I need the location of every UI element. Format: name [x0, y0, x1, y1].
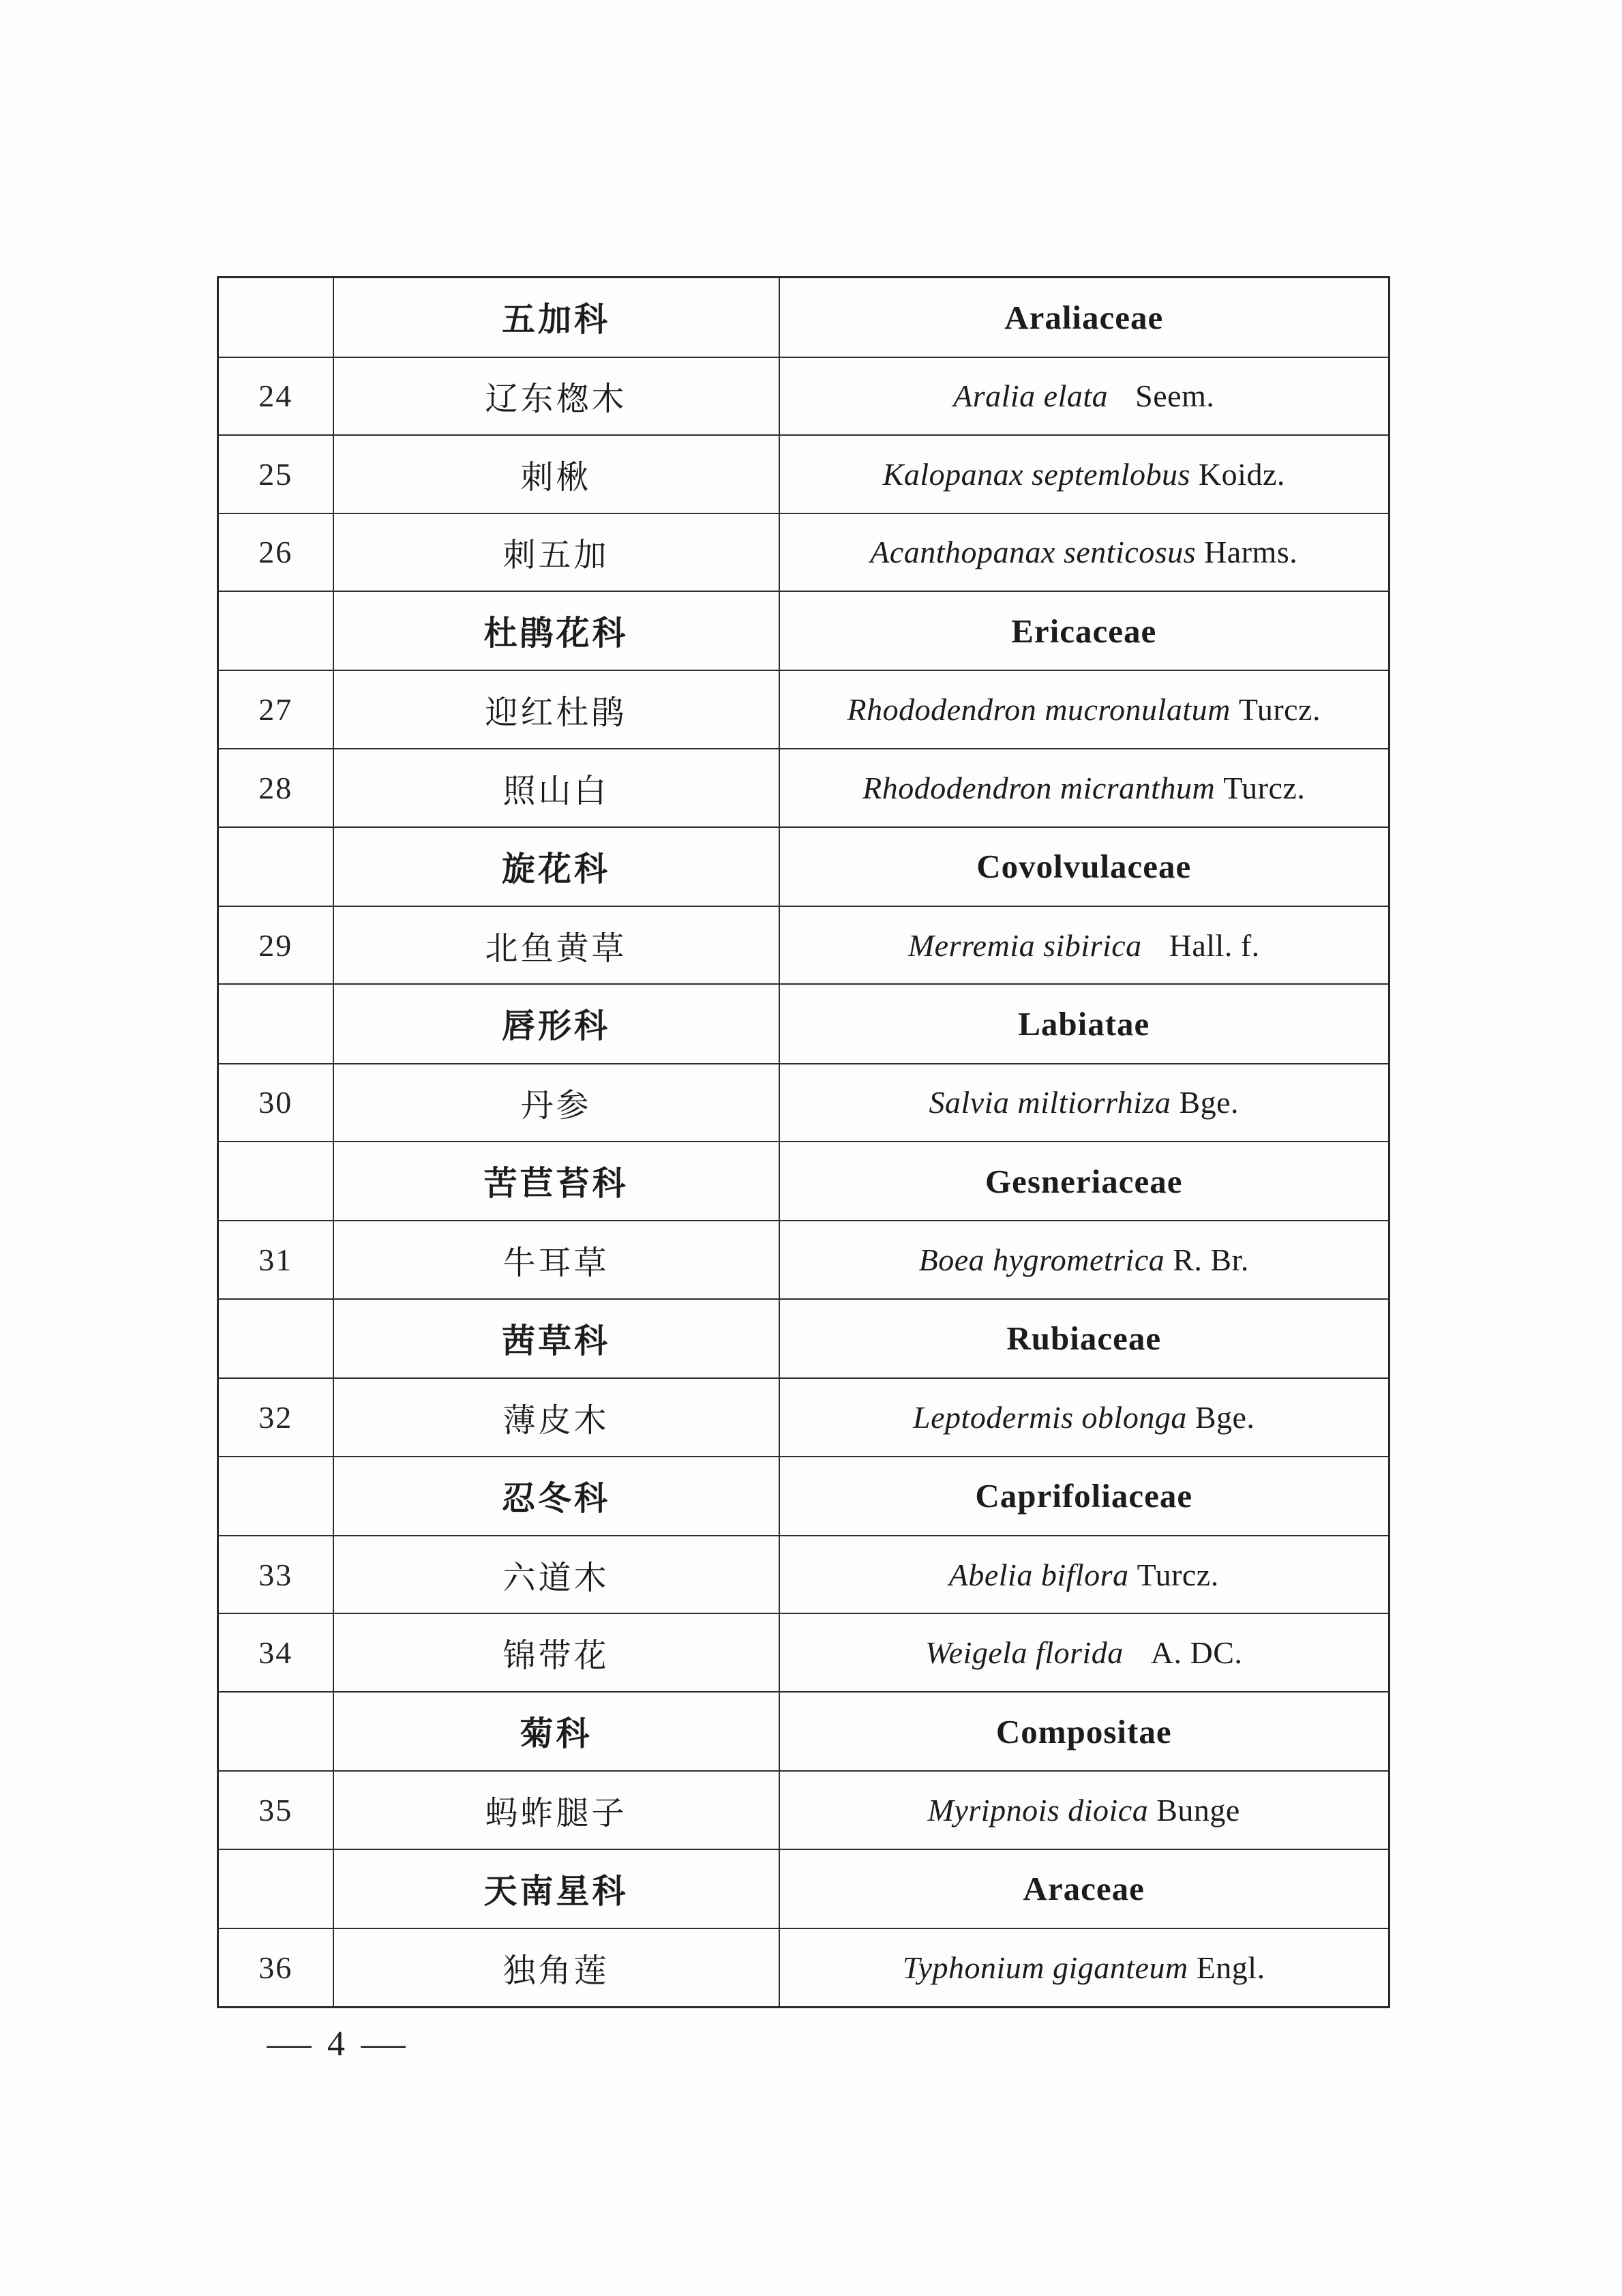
species-row — [218, 1378, 1390, 1457]
species-name-chinese: 独角莲 — [333, 1928, 779, 2008]
species-name-chinese: 锦带花 — [333, 1613, 779, 1692]
row-number-cell — [218, 1849, 333, 1928]
species-name-chinese: 刺五加 — [333, 513, 779, 592]
species-name-latin — [779, 906, 1390, 985]
species-row — [218, 670, 1390, 749]
species-row — [218, 1928, 1390, 2008]
family-row — [218, 278, 1390, 357]
latin-author: Turcz. — [1137, 1557, 1219, 1592]
page-number-dash-left: — — [267, 2025, 312, 2063]
latin-author: Bunge — [1156, 1792, 1240, 1828]
species-name-chinese: 丹参 — [333, 1064, 779, 1142]
page-number — [267, 2024, 406, 2064]
family-name-latin: Ericaceae — [779, 591, 1390, 670]
species-row — [218, 906, 1390, 985]
latin-binomial: Acanthopanax senticosus — [870, 535, 1197, 570]
species-name-chinese: 六道木 — [333, 1536, 779, 1614]
latin-binomial: Typhonium giganteum — [902, 1950, 1188, 1985]
family-name-latin: Labiatae — [779, 984, 1390, 1063]
row-number-cell: 36 — [218, 1928, 333, 2008]
latin-author: Seem. — [1135, 378, 1215, 414]
species-row — [218, 1613, 1390, 1692]
family-row — [218, 1692, 1390, 1771]
row-number-cell: 31 — [218, 1221, 333, 1299]
plant-table-body — [218, 278, 1390, 2008]
family-name-chinese: 五加科 — [333, 278, 779, 357]
page-number-dash-right: — — [361, 2025, 406, 2063]
family-name-latin: Araceae — [779, 1849, 1390, 1928]
row-number-cell — [218, 984, 333, 1063]
family-name-chinese: 天南星科 — [333, 1849, 779, 1928]
species-name-latin — [779, 1536, 1390, 1614]
species-name-latin — [779, 435, 1390, 513]
row-number-cell — [218, 278, 333, 357]
species-name-latin — [779, 1221, 1390, 1299]
species-name-chinese: 蚂蚱腿子 — [333, 1771, 779, 1849]
latin-binomial: Merremia sibirica — [907, 927, 1142, 963]
species-name-chinese: 薄皮木 — [333, 1378, 779, 1457]
species-name-latin — [779, 1928, 1390, 2008]
row-number-cell — [218, 591, 333, 670]
species-row — [218, 749, 1390, 827]
species-row — [218, 513, 1390, 592]
row-number-cell — [218, 1299, 333, 1378]
latin-binomial: Boea hygrometrica — [918, 1242, 1165, 1278]
species-name-latin — [779, 749, 1390, 827]
row-number-cell: 30 — [218, 1064, 333, 1142]
species-name-chinese: 牛耳草 — [333, 1221, 779, 1299]
family-name-latin: Araliaceae — [779, 278, 1390, 357]
family-row — [218, 827, 1390, 906]
family-name-chinese: 唇形科 — [333, 984, 779, 1063]
species-row — [218, 357, 1390, 436]
species-name-latin — [779, 1613, 1390, 1692]
latin-author: R. Br. — [1173, 1242, 1249, 1278]
row-number-cell: 26 — [218, 513, 333, 592]
family-name-chinese: 忍冬科 — [333, 1457, 779, 1536]
species-row — [218, 1064, 1390, 1142]
family-row — [218, 591, 1390, 670]
latin-author: Harms. — [1204, 535, 1298, 570]
species-name-latin — [779, 357, 1390, 436]
family-name-chinese: 茜草科 — [333, 1299, 779, 1378]
family-name-chinese: 苦苣苔科 — [333, 1142, 779, 1221]
latin-binomial: Abelia biflora — [948, 1557, 1129, 1592]
family-name-latin: Rubiaceae — [779, 1299, 1390, 1378]
family-name-chinese: 旋花科 — [333, 827, 779, 906]
latin-author: Hall. f. — [1169, 927, 1260, 963]
row-number-cell — [218, 1692, 333, 1771]
species-name-chinese: 辽东楤木 — [333, 357, 779, 436]
latin-binomial: Leptodermis oblonga — [913, 1399, 1187, 1435]
species-row — [218, 1771, 1390, 1849]
species-name-chinese: 照山白 — [333, 749, 779, 827]
family-row — [218, 1299, 1390, 1378]
row-number-cell: 29 — [218, 906, 333, 985]
family-name-latin: Gesneriaceae — [779, 1142, 1390, 1221]
species-row — [218, 435, 1390, 513]
row-number-cell: 32 — [218, 1378, 333, 1457]
latin-binomial: Rhododendron micranthum — [862, 770, 1216, 805]
species-name-latin — [779, 670, 1390, 749]
family-row — [218, 1142, 1390, 1221]
family-row — [218, 1849, 1390, 1928]
species-name-chinese: 迎红杜鹃 — [333, 670, 779, 749]
latin-binomial: Kalopanax septemlobus — [882, 456, 1190, 492]
latin-binomial: Weigela florida — [925, 1635, 1124, 1671]
latin-author: Engl. — [1196, 1950, 1265, 1985]
row-number-cell: 28 — [218, 749, 333, 827]
family-name-chinese: 杜鹃花科 — [333, 591, 779, 670]
species-row — [218, 1536, 1390, 1614]
latin-author: Turcz. — [1223, 770, 1306, 805]
latin-binomial: Salvia miltiorrhiza — [929, 1085, 1171, 1120]
family-name-latin: Compositae — [779, 1692, 1390, 1771]
row-number-cell: 34 — [218, 1613, 333, 1692]
row-number-cell: 33 — [218, 1536, 333, 1614]
family-name-chinese: 菊科 — [333, 1692, 779, 1771]
latin-author: Bge. — [1179, 1085, 1240, 1120]
latin-author: Bge. — [1195, 1399, 1255, 1435]
plant-species-table — [217, 276, 1390, 2008]
family-row — [218, 1457, 1390, 1536]
page-number-value: 4 — [327, 2025, 345, 2063]
row-number-cell: 24 — [218, 357, 333, 436]
row-number-cell — [218, 1457, 333, 1536]
species-name-latin — [779, 1771, 1390, 1849]
family-name-latin: Caprifoliaceae — [779, 1457, 1390, 1536]
row-number-cell: 27 — [218, 670, 333, 749]
species-name-latin — [779, 513, 1390, 592]
row-number-cell — [218, 1142, 333, 1221]
species-name-chinese: 刺楸 — [333, 435, 779, 513]
species-name-latin — [779, 1378, 1390, 1457]
row-number-cell: 35 — [218, 1771, 333, 1849]
species-row — [218, 1221, 1390, 1299]
latin-author: Koidz. — [1198, 456, 1285, 492]
latin-author: Turcz. — [1238, 692, 1321, 728]
latin-binomial: Rhododendron mucronulatum — [847, 692, 1231, 728]
latin-author: A. DC. — [1150, 1635, 1243, 1671]
species-name-latin — [779, 1064, 1390, 1142]
species-name-chinese: 北鱼黄草 — [333, 906, 779, 985]
row-number-cell: 25 — [218, 435, 333, 513]
latin-binomial: Myripnois dioica — [927, 1792, 1149, 1828]
latin-binomial: Aralia elata — [953, 378, 1109, 414]
family-row — [218, 984, 1390, 1063]
row-number-cell — [218, 827, 333, 906]
family-name-latin: Covolvulaceae — [779, 827, 1390, 906]
